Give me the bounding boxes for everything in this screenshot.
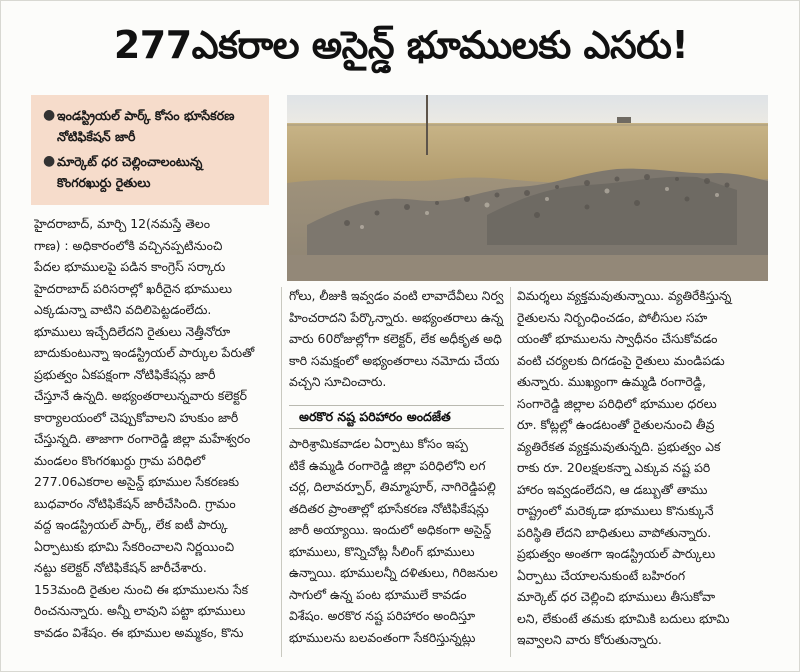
- text-line: 277.06ఎకరాల అసైన్డ్ భూముల సేకరణకు: [34, 474, 240, 489]
- text-line: చేస్తూనే ఉన్నది. అభ్యంతరాలున్నవారు కలెక్టర్: [34, 388, 247, 403]
- text-line: చేస్తున్నది. తాజాగా రంగారెడ్డి జిల్లా మహేశ్వరం: [34, 431, 251, 446]
- land-photo: [287, 95, 768, 281]
- text-line: విమర్శలు వ్యక్తమవుతున్నాయి. వ్యతిరేకిస్తున్న: [517, 288, 732, 303]
- text-line: భూములు ఇచ్చేదిలేదని రైతులు నెత్తీనోరూ: [34, 323, 231, 339]
- text-line: ఏర్పాటు చేయాలనుకుంటే బహిరంగ: [517, 567, 686, 583]
- subheading: అరకొర నష్ట పరిహారం అందజేత: [289, 405, 504, 429]
- article-column-1: [34, 213, 274, 643]
- text-line: తున్నారు. ముఖ్యంగా ఉమ్మడి రంగారెడ్డి,: [517, 374, 707, 389]
- text-line: వ్యతిరేకత వ్యక్తమవుతున్నది. ప్రభుత్వం ఎక: [517, 438, 721, 454]
- article-column-2-top: [289, 285, 504, 393]
- text-line: రూ. కోట్లల్లో ఉండటంతో రైతులనుంచి తీవ్ర: [517, 417, 715, 432]
- highlight-item: [43, 105, 259, 147]
- text-line: ఉన్నాయి. భూములన్నీ దళితులు, గిరిజనుల: [289, 565, 498, 580]
- text-line: టికే ఉమ్మడి రంగారెడ్డి జిల్లా పరిధిలోని లగ: [289, 457, 486, 473]
- article-column-3: [517, 285, 767, 651]
- highlights-box: [31, 95, 269, 205]
- column-divider: [281, 287, 282, 657]
- text-line: భూములను బలవంతంగా సేకరిస్తున్నట్లు: [289, 629, 476, 645]
- text-line: హైదరాబాద్ పరిసరాల్లో ఖరీదైన భూములు: [34, 280, 233, 296]
- bullet-icon: ●: [43, 107, 56, 123]
- text-line: తదితర ప్రాంతాల్లో భూసేకరణ నోటిఫికేషన్లు: [289, 500, 489, 516]
- text-line: యంతో భూములను స్వాధీనం చేసుకోవడం: [517, 331, 718, 346]
- text-line: గోలు, లీజుకి ఇవ్వడం వంటి లావాదేవీలు నిర్వ: [289, 288, 504, 303]
- text-line: సంగారెడ్డి జిల్లాల పరిధిలో భూముల ధరలు: [517, 395, 717, 411]
- text-line: బుధవారం నోటిఫికేషన్ జారీచేసింది. గ్రామం: [34, 495, 236, 511]
- text-line: నట్టు కలెక్టర్ నోటిఫికేషన్ జారీచేశారు.: [34, 560, 207, 575]
- text-line: ప్రభుత్వం ఏకపక్షంగా నోటిఫికేషన్లు జారీ: [34, 366, 216, 382]
- land-photo-icon: [287, 95, 768, 281]
- text-line: హైదరాబాద్, మార్చి 12(నమస్తే తెలం: [34, 216, 210, 231]
- text-line: రించనున్నారు. అన్నీ లావుని పట్టా భూములు: [34, 603, 246, 618]
- column-divider: [510, 287, 511, 657]
- text-line: బాదుకుంటున్నా ఇండస్ట్రియల్ పార్కుల పేరుతో: [34, 345, 255, 360]
- article-column-2-bottom: [289, 433, 504, 648]
- text-line: సాగులో ఉన్న పంట భూములే కావడం: [289, 586, 467, 602]
- text-line: హించరాదని పేర్కొన్నారు. అభ్యంతరాలు ఉన్న: [289, 309, 504, 325]
- headline: 277ఎకరాల అసైన్డ్ భూములకు ఎసరు!: [113, 23, 689, 67]
- text-line: మండలం కొంగరఖుర్దు గ్రామ పరిధిలో: [34, 452, 206, 468]
- text-line: పరిస్థితి లేదని బాధితులు వాపోతున్నారు.: [517, 524, 712, 540]
- text-line: రాష్ట్రంలో మరెక్కడా భూములు కొనుక్కునే: [517, 503, 714, 518]
- text-line: భూములు, కొన్నిచోట్ల సీలింగ్ భూములు: [289, 543, 475, 559]
- text-line: కార్యాలయంలో చెప్పుకోవాలని హుకుం జారీ: [34, 409, 239, 425]
- highlight-item: [43, 151, 259, 193]
- text-line: మార్కెట్ ధర చెల్లించి భూములు తీసుకోవా: [517, 589, 716, 604]
- text-line: వారు 60రోజుల్లోగా కలెక్టర్, లేక అధీకృత అధి: [289, 331, 502, 346]
- text-line: గాణ) : అధికారంలోకి వచ్చినప్పటినుంచి: [34, 237, 223, 253]
- text-line: 153మంది రైతుల నుంచి ఈ భూములను సేక: [34, 581, 249, 597]
- text-line: ఏర్పాటుకు భూమి సేకరించాలని నిర్ణయించి: [34, 538, 235, 554]
- text-line: ఇవ్వాలని వారు కోరుతున్నారు.: [517, 632, 662, 647]
- text-line: ప్రభుత్వం అంతగా ఇండస్ట్రియల్ పార్కులు: [517, 546, 716, 561]
- highlight-text: ఇండస్ట్రియల్ పార్క్ కోసం భూసేకరణ నోటిఫికేషన్ జారీ: [57, 108, 235, 144]
- text-line: లని, లేకుంటే తమకు భూమికి బదులు భూమి: [517, 610, 730, 626]
- text-line: జారీ అయ్యాయి. ఇందులో అధికంగా అసైన్డ్: [289, 522, 492, 537]
- text-line: పేదల భూములపై పడిన కాంగ్రెస్ సర్కారు: [34, 259, 226, 274]
- highlight-text: మార్కెట్ ధర చెల్లించాలంటున్న కొంగరఖుర్దు రైతులు: [57, 154, 203, 190]
- text-line: రైతులను నిర్బంధించడం, పోలీసుల సహ: [517, 309, 708, 325]
- text-line: చర్ల, దిలావర్పూర్, తిమ్మాపూర్, నాగిరెడ్డిపల్లి: [289, 479, 496, 494]
- text-line: వంటి చర్యలకు దిగడంపై రైతులు మండిపడు: [517, 352, 725, 368]
- text-line: ఎక్కడున్నా వాటిని వదిలిపెట్టడంలేదు.: [34, 302, 212, 317]
- text-line: హారం ఇవ్వడంలేదని, ఆ డబ్బుతో తాము: [517, 481, 708, 497]
- text-line: వచ్చని సూచించారు.: [289, 374, 387, 389]
- text-line: కావడం విశేషం. ఈ భూముల అమ్మకం, కొను: [34, 624, 244, 640]
- bullet-icon: ●: [43, 153, 56, 169]
- text-line: పారిశ్రామికవాడల ఏర్పాటు కోసం ఇప్ప: [289, 436, 468, 451]
- text-line: వద్ద ఇండస్ట్రియల్ పార్క్, లేక ఐటీ పార్కు: [34, 517, 228, 532]
- text-line: రాకు రూ. 20లక్షలకన్నా ఎక్కువ నష్ట పరి: [517, 460, 711, 475]
- text-line: కారి సమక్షంలో అభ్యంతరాలు నమోదు చేయ: [289, 352, 500, 368]
- text-line: విశేషం. అరకొర నష్ట పరిహారం అందిస్తూ: [289, 608, 476, 623]
